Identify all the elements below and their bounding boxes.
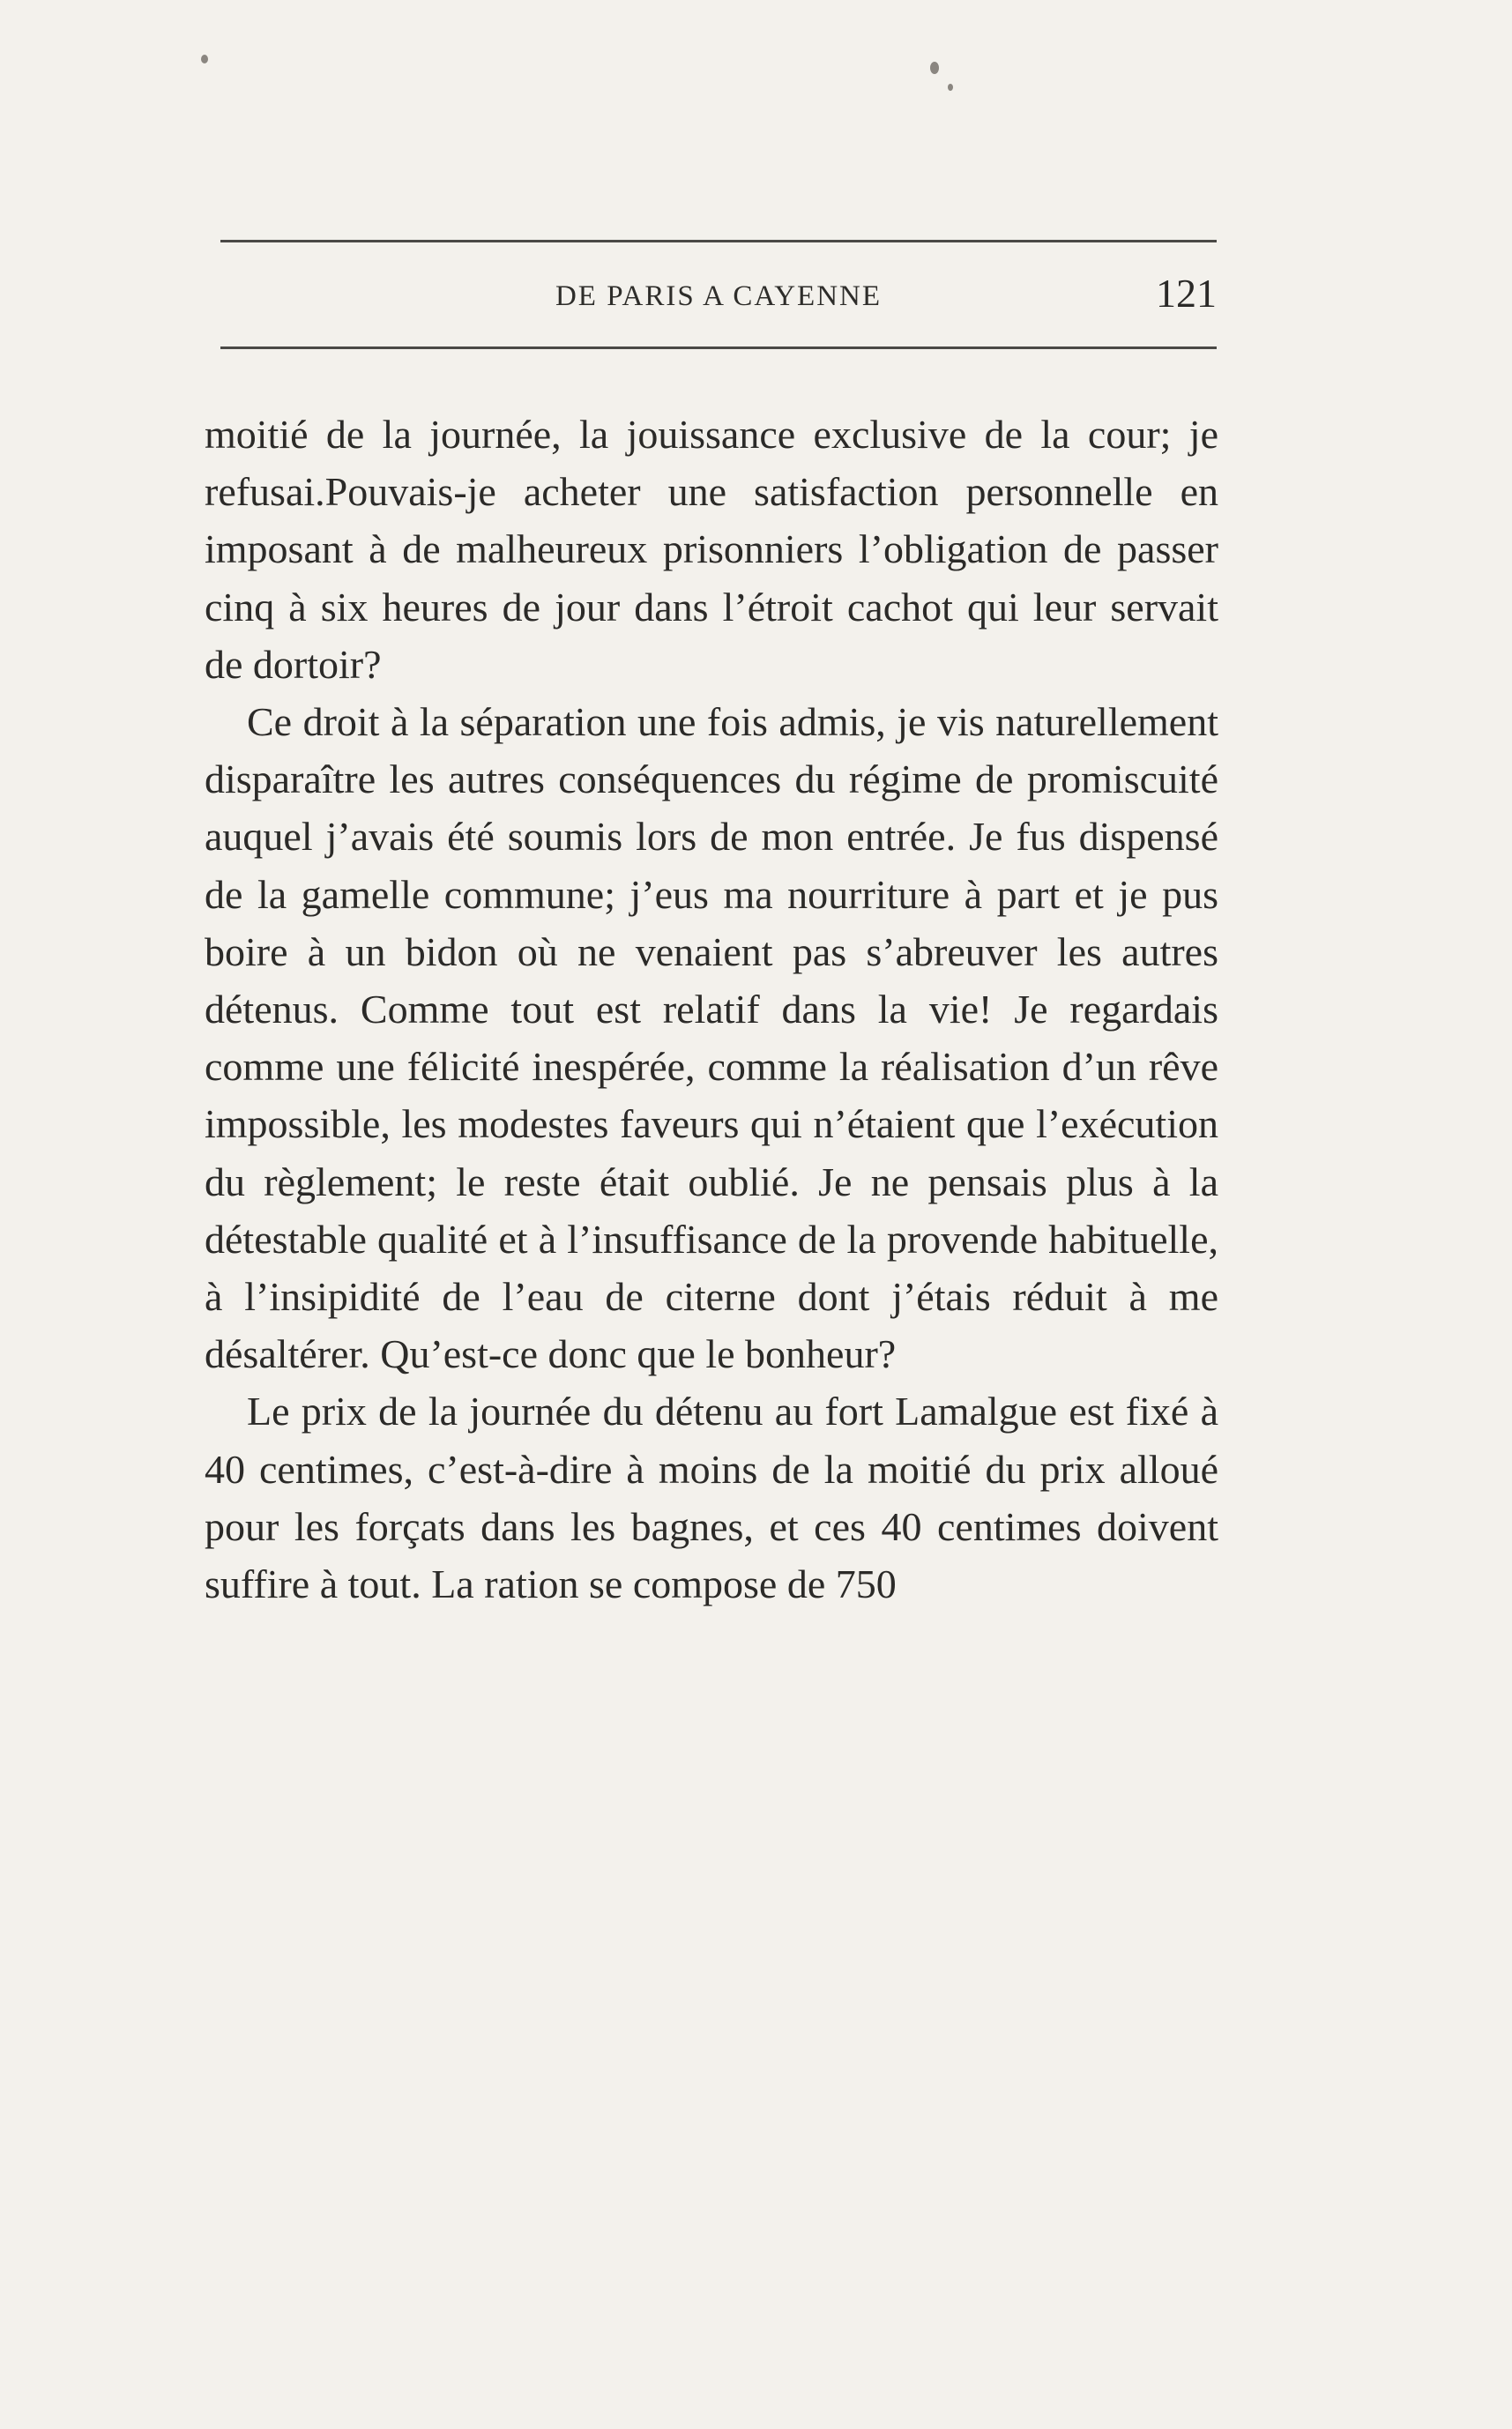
header-rule-top xyxy=(220,240,1217,242)
body-text xyxy=(205,406,1218,1613)
paper-speck xyxy=(948,84,953,91)
paragraph-continued: moitié de la journée, la jouissance exclusive de la cour; je refusai.Pouvais-je acheter une satisfaction personnelle en imposant à de malheureux prisonniers l’obligation de passer cinq à six heures de jour dans l’étroit cachot qui leur servait de dortoir? xyxy=(205,412,1218,687)
running-title: DE PARIS A CAYENNE xyxy=(555,280,883,312)
paragraph: Ce droit à la séparation une fois admis, je vis naturellement disparaître les autres conséquences du régime de promiscuité auquel j’avais été soumis lors de mon entrée. Je fus dispensé de la gamelle commune; j’eus ma nourriture à part et je pus boire à un bidon où ne venaient pas s’abreuver les autres détenus. Comme tout est relatif dans la vie! Je regardais comme une félicité inespérée, comme la réalisation d’un rêve impossible, les modestes faveurs qui n’étaient que l’exécution du règlement; le reste était oublié. Je ne pensais plus à la détestable qualité et à l’insuffisance de la provende habituelle, à l’insipidité de l’eau de citerne dont j’étais réduit à me désaltérer. Qu’est-ce donc que le bonheur? xyxy=(205,699,1218,1377)
running-head xyxy=(220,265,1217,326)
page-number: 121 xyxy=(1156,271,1217,316)
header-rule-bottom xyxy=(220,346,1217,349)
paragraph: Le prix de la journée du détenu au fort Lamalgue est fixé à 40 centimes, c’est-à-dire à moins de la moitié du prix alloué pour les forçats dans les bagnes, et ces 40 centimes doivent suffire à tout. La ration se compose de 750 xyxy=(205,1389,1218,1607)
paper-speck xyxy=(201,55,208,63)
paper-speck xyxy=(930,62,939,74)
